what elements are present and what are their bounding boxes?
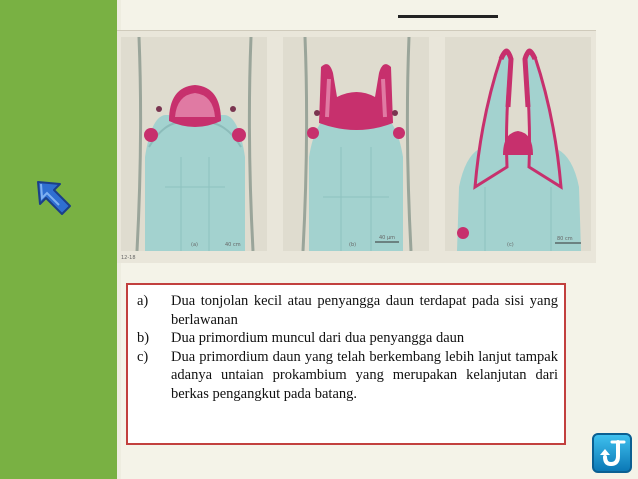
arrow-up-left-icon[interactable]	[30, 170, 78, 218]
caption-box	[126, 283, 566, 445]
caption-marker: a)	[137, 293, 149, 309]
sidebar	[0, 0, 117, 479]
panel-label: (c)	[507, 242, 514, 248]
caption-item-b	[137, 329, 558, 348]
micrograph-panel-a	[121, 37, 267, 251]
caption-marker: c)	[137, 348, 149, 365]
caption-text: Dua primordium muncul dari dua penyangga daun	[171, 330, 465, 346]
scale-bar-label: 40 μm	[379, 235, 396, 241]
panel-label: (b)	[349, 242, 357, 248]
scale-bar-label: 80 cm	[557, 236, 573, 242]
micrograph-panel-c	[445, 37, 591, 251]
return-arrow-icon	[600, 440, 626, 468]
caption-item-a	[137, 292, 558, 329]
caption-marker: b)	[137, 330, 150, 346]
back-button[interactable]	[592, 433, 632, 473]
figure-number: 12-18	[121, 255, 136, 261]
panel-label: (a)	[191, 242, 198, 248]
micrograph-figure	[117, 30, 596, 263]
title-underline	[398, 15, 498, 18]
caption-item-c	[137, 348, 558, 404]
caption-text: Dua tonjolan kecil atau penyangga daun terdapat pada sisi yang berlawanan	[171, 293, 558, 328]
micrograph-panel-b	[283, 37, 429, 251]
caption-text: Dua primordium daun yang telah berkembang lebih lanjut tampak adanya untaian prokambium yang merupakan kelanjutan dari berkas pengangkut pada batang.	[171, 348, 558, 402]
scale-bar-label: 40 cm	[225, 242, 241, 248]
